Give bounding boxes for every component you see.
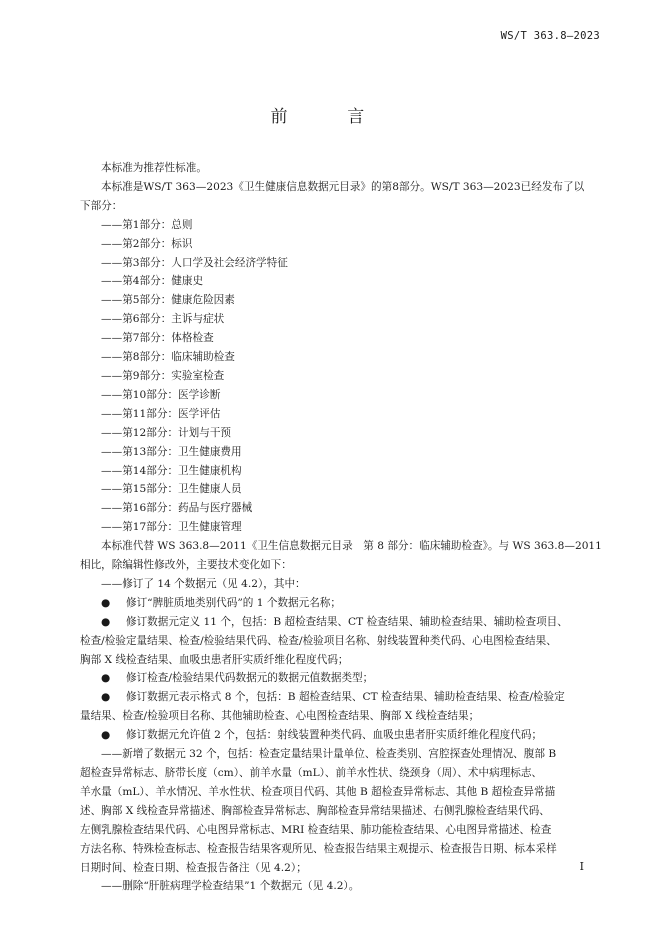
bullet-continuation: 量结果、检查/检验项目名称、其他辅助检查、心电图检查结果、胸部 X 线检查结果； (80, 710, 480, 723)
change-added: ——新增了数据元 32 个，包括：检查定量结果计量单位、检查类别、宫腔探查处理情况、腹部 B (101, 748, 557, 761)
page-title (0, 102, 662, 127)
change-added-continuation: 述、胸部 X 线检查异常描述、胸部检查异常标志、胸部检查异常结果描述、右侧乳腺检查结果代码、 (80, 804, 550, 817)
list-item-part: ——第1部分：总则 (101, 218, 193, 231)
bullet-continuation: 胸部 X 线检查结果、血吸虫患者肝实质纤维化程度代码； (80, 653, 349, 666)
bullet-icon: ● (101, 672, 111, 685)
paragraph-replaces-line2: 相比，除编辑性修改外，主要技术变化如下： (80, 559, 292, 572)
bullet-text: 修订检查/检验结果代码数据元的数据元值数据类型； (126, 672, 374, 685)
list-item-part: ——第17部分：卫生健康管理 (101, 521, 242, 534)
paragraph-replaces-line1: 本标准代替 WS 363.8—2011《卫生信息数据元目录 第 8 部分：临床辅助检查》。与 WS 363.8—2011 (101, 540, 602, 553)
bullet-text: 修订数据元表示格式 8 个，包括：B 超检查结果、CT 检查结果、辅助检查结果、检查/检验定 (126, 691, 565, 704)
paragraph-part-of-line1: 本标准是WS/T 363—2023《卫生健康信息数据元目录》的第8部分。WS/T 363—2023已经发布了以 (101, 180, 585, 193)
paragraph-recommended: 本标准为推荐性标准。 (101, 162, 207, 174)
bullet-icon: ● (101, 729, 111, 742)
change-added-continuation: 方法名称、特殊检查标志、检查报告结果客观所见、检查报告结果主观提示、检查报告日期、标本采样 (80, 842, 557, 855)
standard-code: WS/T 363.8—2023 (500, 30, 600, 42)
change-added-continuation: 羊水量（mL）、羊水情况、羊水性状、检查项目代码、其他 B 超检查异常标志、其他 B 超检查异常描 (80, 785, 556, 798)
bullet-icon: ● (101, 691, 111, 704)
title-text: 前 言 (270, 107, 392, 127)
foreword-body (80, 159, 600, 896)
change-deleted: ——删除“肝脏病理学检查结果”1 个数据元（见 4.2）。 (101, 880, 360, 893)
list-item-part: ——第14部分：卫生健康机构 (101, 464, 242, 477)
bullet-item (80, 726, 600, 745)
change-added-continuation: 日期时间、检查日期、检查报告备注（见 4.2）； (80, 861, 307, 874)
list-item-part: ——第16部分：药品与医疗器械 (101, 502, 253, 515)
bullet-icon: ● (101, 596, 111, 609)
list-item-part: ——第5部分：健康危险因素 (101, 294, 235, 307)
bullet-item (80, 594, 600, 613)
list-item-part: ——第2部分：标识 (101, 237, 193, 250)
list-item-part: ——第9部分：实验室检查 (101, 369, 225, 382)
bullet-item (80, 613, 600, 632)
bullet-icon: ● (101, 615, 111, 628)
list-item-part: ——第7部分：体格检查 (101, 332, 214, 345)
bullet-text: 修订数据元定义 11 个，包括：B 超检查结果、CT 检查结果、辅助检查结果、辅助检查项目、 (126, 615, 568, 628)
list-item-part: ——第4部分：健康史 (101, 275, 204, 288)
list-item-part: ——第3部分：人口学及社会经济学特征 (101, 256, 288, 269)
list-item-part: ——第6部分：主诉与症状 (101, 313, 225, 326)
list-item-part: ——第11部分：医学评估 (101, 407, 221, 420)
change-modified: ——修订了 14 个数据元（见 4.2），其中： (101, 577, 306, 590)
list-item-part: ——第15部分：卫生健康人员 (101, 483, 242, 496)
list-item-part: ——第10部分：医学诊断 (101, 388, 221, 401)
bullet-text: 修订数据元允许值 2 个，包括：射线装置种类代码、血吸虫患者肝实质纤维化程度代码； (126, 729, 543, 742)
paragraph-part-of-line2: 下部分： (80, 199, 123, 212)
change-added-continuation: 左侧乳腺检查结果代码、心电图异常标志、MRI 检查结果、肺功能检查结果、心电图异常描述、检查 (80, 823, 552, 836)
list-item-part: ——第12部分：计划与干预 (101, 426, 232, 439)
bullet-text: 修订“脾脏质地类别代码”的 1 个数据元名称； (126, 596, 341, 609)
list-item-part: ——第8部分：临床辅助检查 (101, 351, 235, 364)
bullet-item (80, 688, 600, 707)
bullet-item (80, 669, 600, 688)
page-number: I (579, 860, 584, 873)
list-item-part: ——第13部分：卫生健康费用 (101, 445, 242, 458)
bullet-continuation: 检查/检验定量结果、检查/检验结果代码、检查/检验项目名称、射线装置种类代码、心电图检查结果、 (80, 634, 557, 647)
change-added-continuation: 超检查异常标志、脐带长度（cm）、前羊水量（mL）、前羊水性状、绕颈身（周）、术中病理标志、 (80, 767, 543, 779)
